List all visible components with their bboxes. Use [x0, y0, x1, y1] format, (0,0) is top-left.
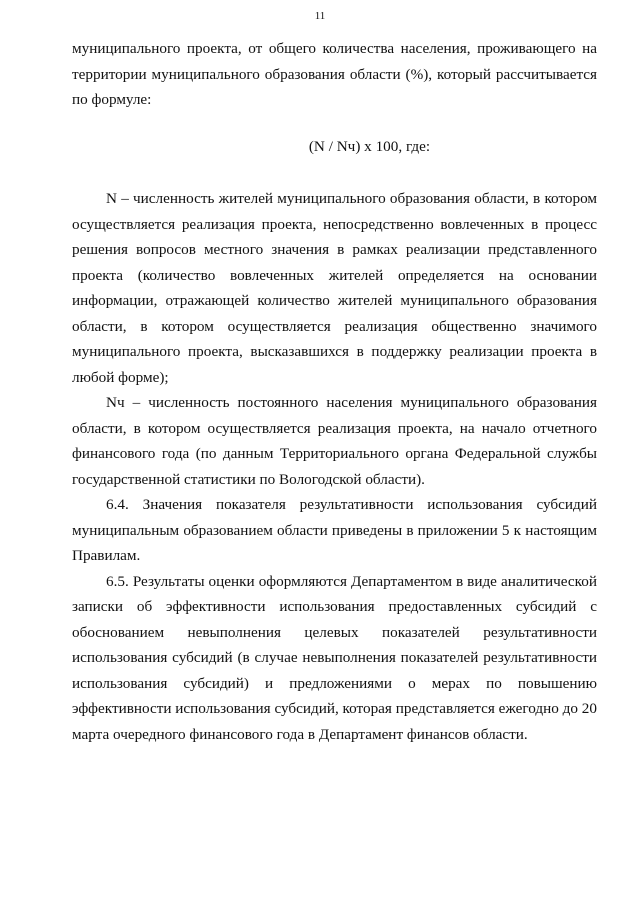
- document-body: [72, 36, 597, 747]
- definition-n: N – численность жителей муниципального образования области, в котором осуществляется реализация проекта, непосредственно вовлеченных в процесс решения вопросов местного значения в рамках реализации представленного проекта (количество вовлеченных жителей определяется на основании информации, отражающей количество жителей муниципального образования области, в котором осуществляется реализация общественно значимого муниципального проекта, высказавшихся в поддержку реализации проекта в любой форме);: [72, 190, 597, 386]
- intro-paragraph: муниципального проекта, от общего количества населения, проживающего на территории муниципального образования области (%), который рассчитывается по формуле:: [72, 40, 597, 108]
- paragraph-6-4: 6.4. Значения показателя результативности использования субсидий муниципальным образованием области приведены в приложении 5 к настоящим Правилам.: [72, 496, 597, 564]
- paragraph-6-5: 6.5. Результаты оценки оформляются Департаментом в виде аналитической записки об эффективности использования предоставленных субсидий с обоснованием невыполнения целевых показателей результативности использования субсидий (в случае невыполнения показателей результативности использования субсидий) и предложениями о мерах по повышению эффективности использования субсидий, которая представляется ежегодно до 20 марта очередного финансового года в Департамент финансов области.: [72, 572, 597, 743]
- page-number: 11: [314, 10, 326, 22]
- definition-nch: Nч – численность постоянного населения муниципального образования области, в котором осуществляется реализация проекта, на начало отчетного финансового года (по данным Территориального органа Федеральной службы государственной статистики по Вологодской области).: [72, 394, 597, 488]
- formula: (N / Nч) x 100, где:: [308, 137, 431, 155]
